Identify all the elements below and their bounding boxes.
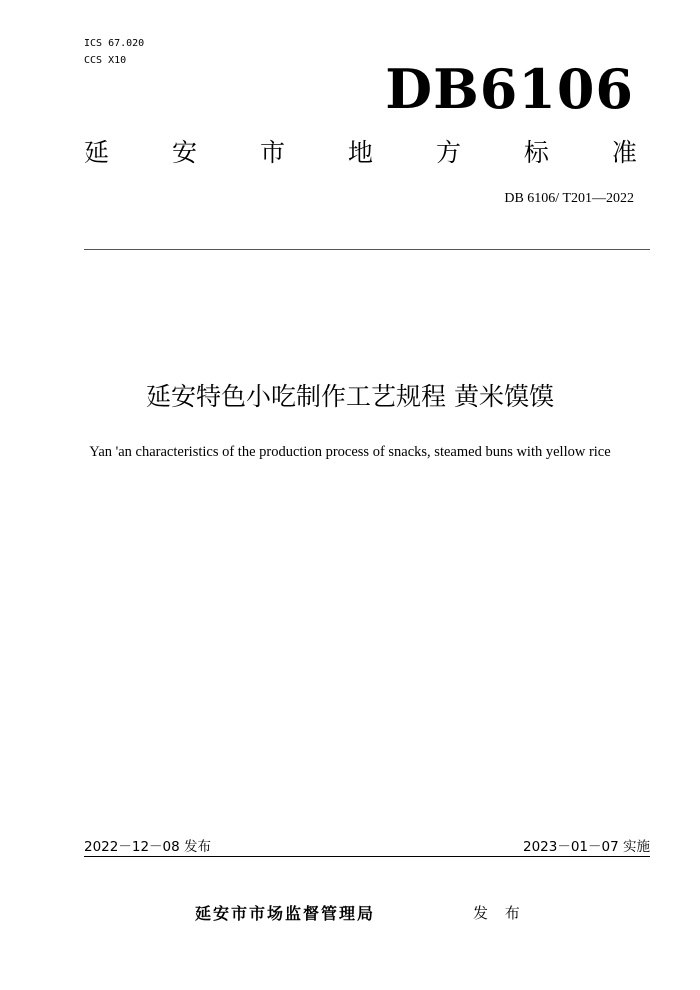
standard-type-char: 准: [611, 138, 637, 167]
standard-number: DB 6106/ T201—2022: [504, 191, 634, 206]
standard-type-char: 延: [84, 138, 110, 167]
footer-divider: [84, 856, 650, 857]
standard-type-char: 标: [523, 138, 549, 167]
title-english: Yan 'an characteristics of the production process of snacks, steamed buns with yellow rice: [89, 444, 611, 460]
standard-type-heading: [84, 137, 637, 169]
issuer-name: 延安市市场监督管理局: [195, 904, 376, 923]
ics-code: ICS 67.020: [84, 38, 145, 49]
title-chinese: 延安特色小吃制作工艺规程 黄米馍馍: [146, 382, 554, 411]
standard-type-char: 地: [347, 138, 373, 167]
standard-type-char: 安: [171, 138, 197, 167]
header-divider: [84, 249, 650, 250]
publish-date: 2022－12－08 发布: [84, 839, 212, 855]
standard-code-logo: DB6106: [385, 57, 634, 121]
issue-label: 发 布: [473, 904, 526, 922]
implement-date: 2023－01－07 实施: [522, 839, 650, 855]
standard-type-char: 方: [435, 138, 461, 167]
standard-type-char: 市: [259, 138, 285, 167]
ccs-code: CCS X10: [84, 55, 127, 66]
